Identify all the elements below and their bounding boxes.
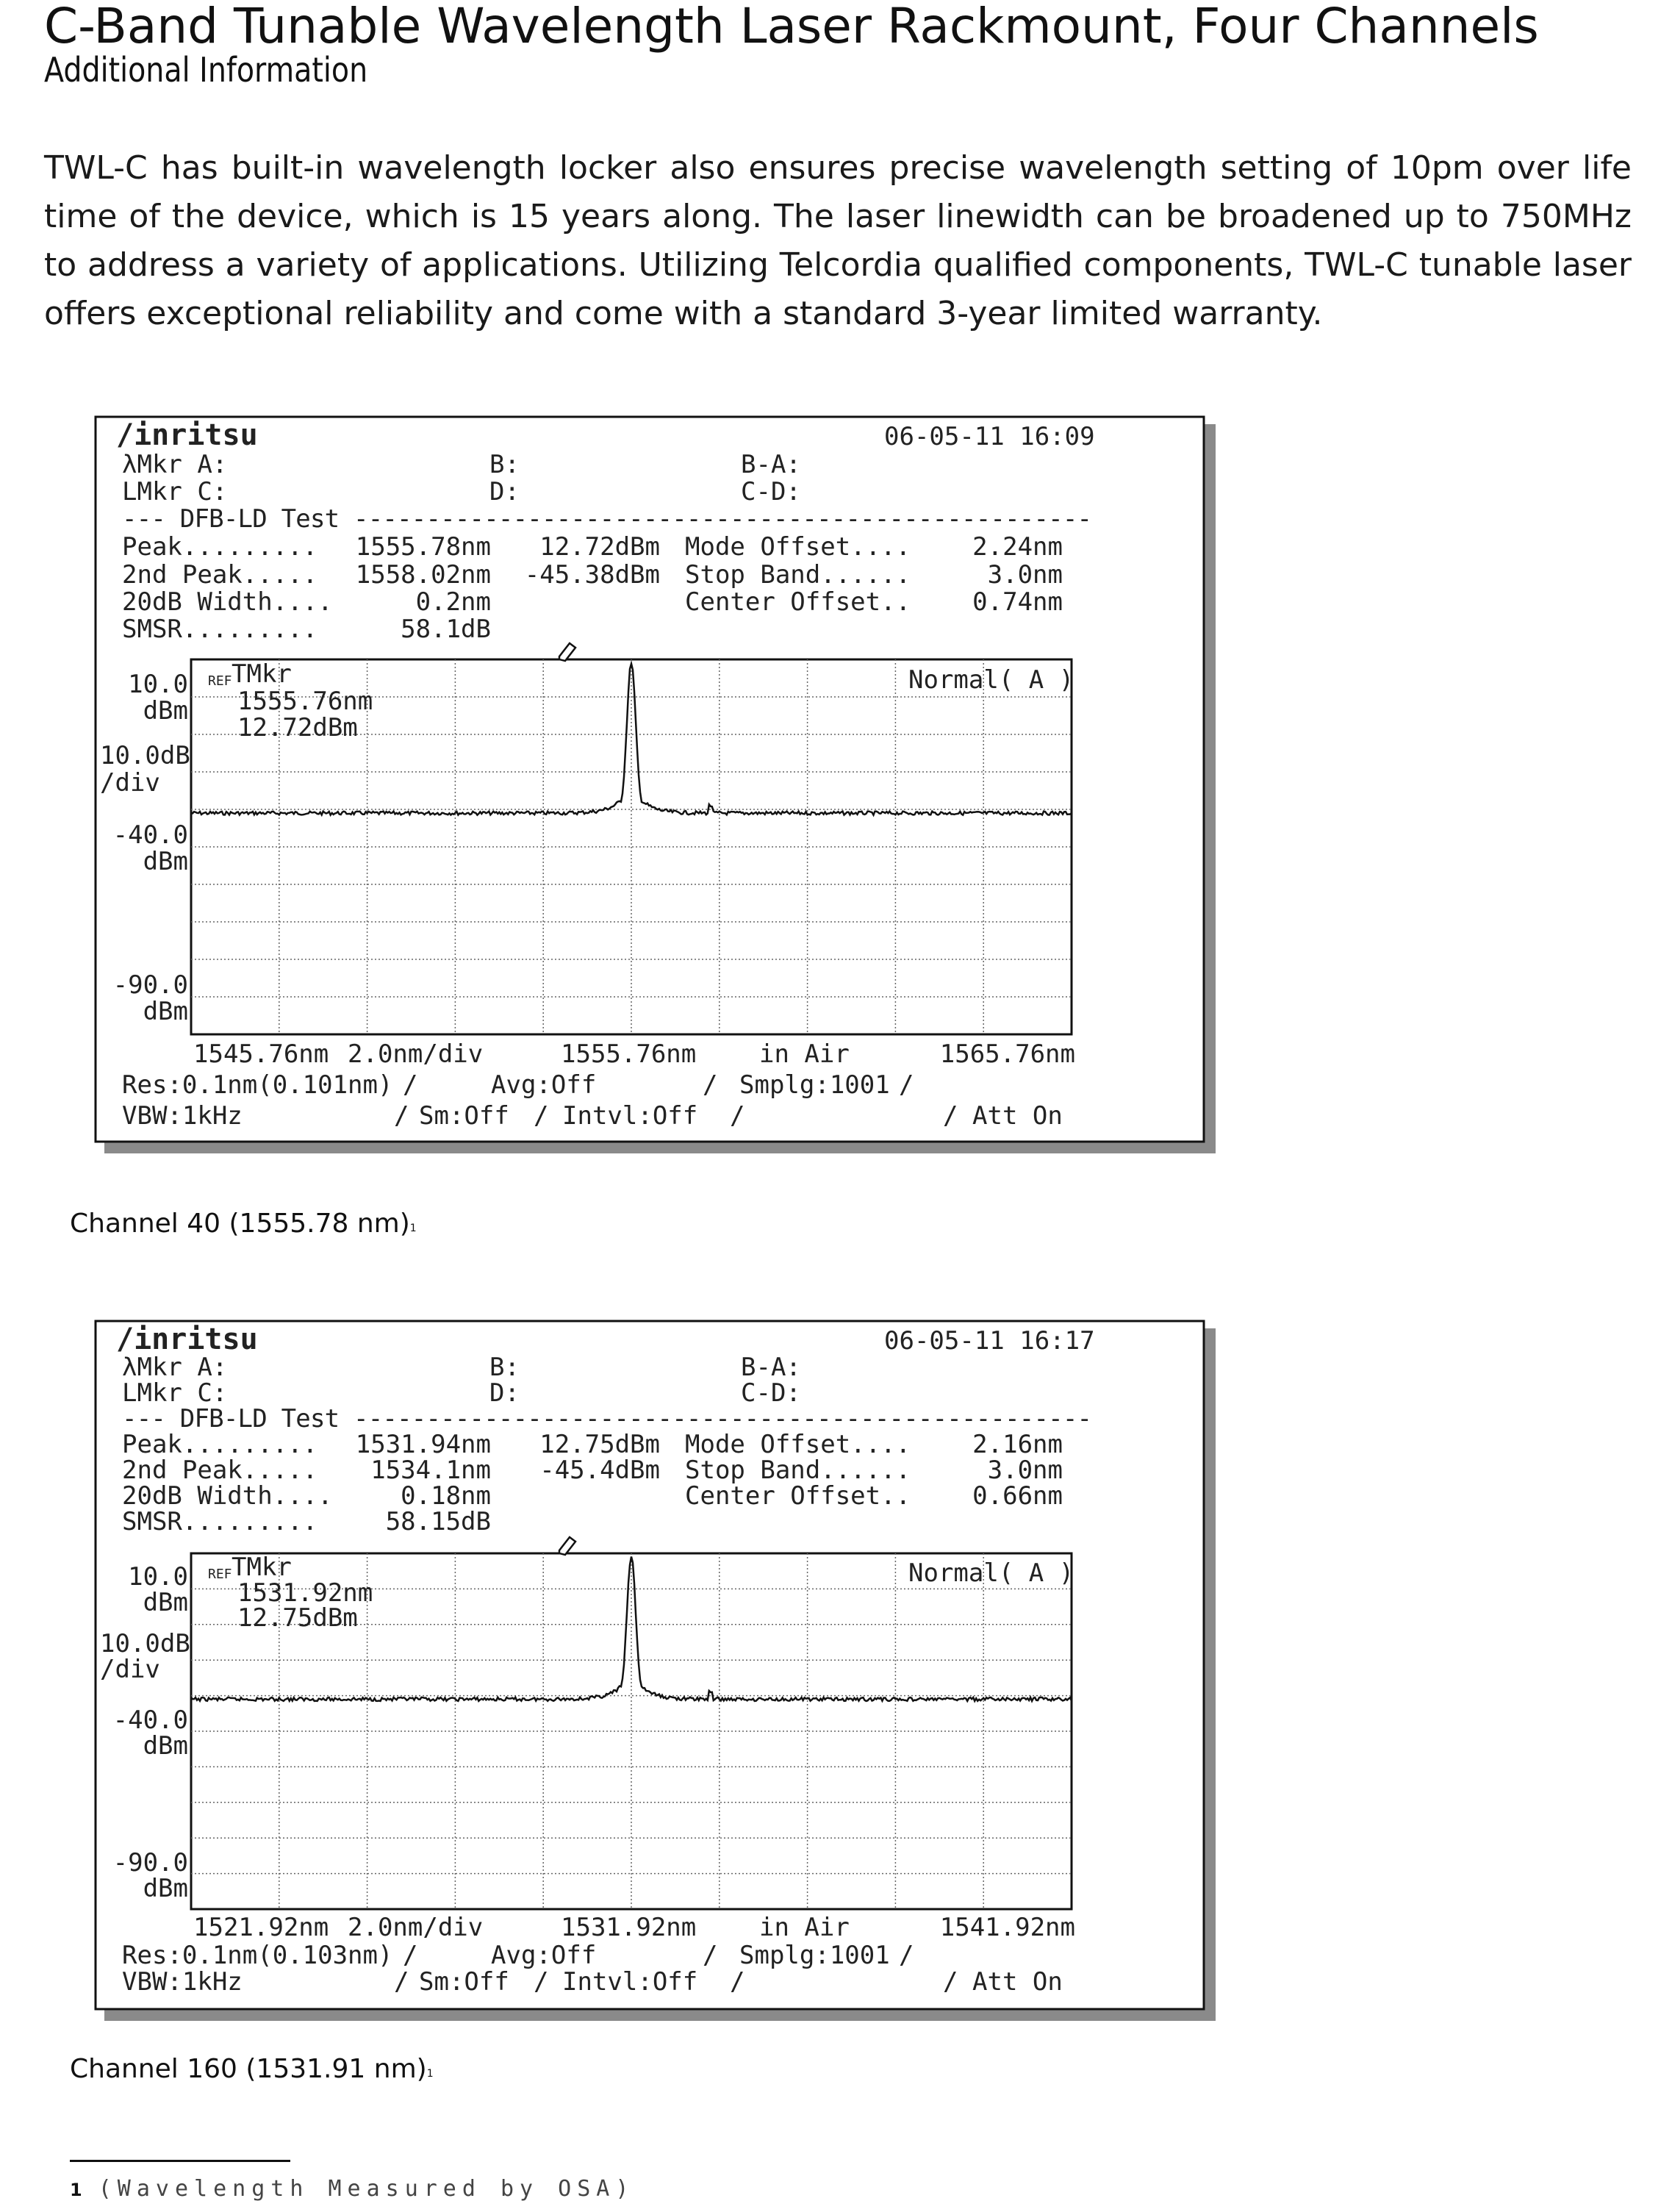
row-key: Stop Band...... (685, 560, 911, 590)
separator-glyph: / (899, 1941, 914, 1970)
osa-screenshot-channel-160 (94, 1320, 1220, 2025)
row-label: Peak......... (122, 1430, 318, 1459)
osa-screenshot-channel-40 (94, 415, 1220, 1158)
res-label: Res:0.1nm(0.101nm) (122, 1070, 393, 1100)
y-bot-label: -90.0 (112, 970, 188, 1000)
x-center-label: 1531.92nm (561, 1913, 697, 1942)
row-value-1: 1555.78nm (355, 532, 491, 562)
anritsu-logo: /inritsu (116, 1322, 258, 1356)
sm-label: Sm:Off (419, 1101, 509, 1131)
row-value-3: 2.24nm (972, 532, 1063, 562)
y-mid-unit: dBm (143, 1731, 188, 1761)
x-end-label: 1541.92nm (939, 1913, 1075, 1942)
att-label: Att On (972, 1967, 1063, 1997)
medium-label: in Air (759, 1039, 850, 1069)
res-label: Res:0.1nm(0.103nm) (122, 1941, 393, 1970)
y-mid-label: -40.0 (112, 820, 188, 850)
mkr-ba: B-A: (741, 450, 801, 479)
avg-label: Avg:Off (491, 1941, 597, 1970)
smplg-label: Smplg:1001 (739, 1070, 890, 1100)
vbw-label: VBW:1kHz (122, 1967, 243, 1997)
row-value-1: 58.1dB (401, 615, 491, 644)
row-value-3: 2.16nm (972, 1430, 1063, 1459)
row-value-3: 3.0nm (987, 1456, 1063, 1485)
mkr-c: LMkr C: (122, 477, 228, 507)
separator-glyph: / (899, 1070, 914, 1100)
mkr-b: B: (489, 1353, 520, 1382)
separator-glyph: / (703, 1070, 718, 1100)
separator-glyph: / (703, 1941, 718, 1970)
separator-glyph: / (730, 1101, 745, 1131)
x-div-label: 2.0nm/div (348, 1913, 484, 1942)
smplg-label: Smplg:1001 (739, 1941, 890, 1970)
tmkr-power: 12.75dBm (237, 1603, 358, 1633)
separator-glyph: / (403, 1070, 418, 1100)
mode-label: Normal( A ) (908, 1558, 1074, 1588)
y-mid-label: -40.0 (112, 1705, 188, 1735)
separator-glyph: / (394, 1101, 409, 1131)
footnote-ref: 1 (426, 2068, 434, 2080)
separator-glyph: / (534, 1967, 549, 1997)
separator-glyph: / (403, 1941, 418, 1970)
ref-label: REF (208, 673, 232, 689)
row-label: SMSR......... (122, 615, 318, 644)
medium-label: in Air (759, 1913, 850, 1942)
y-top-unit: dBm (143, 696, 188, 726)
row-key: Mode Offset.... (685, 1430, 911, 1459)
row-value-3: 3.0nm (987, 560, 1063, 590)
row-label: 20dB Width.... (122, 587, 333, 617)
x-start-label: 1521.92nm (193, 1913, 329, 1942)
tmkr-label: TMkr (232, 659, 292, 689)
y-bot-label: -90.0 (112, 1848, 188, 1878)
row-value-1: 1534.1nm (370, 1456, 491, 1485)
row-value-2: -45.4dBm (539, 1456, 660, 1485)
separator-glyph: / (730, 1967, 745, 1997)
ref-label: REF (208, 1567, 232, 1582)
row-label: Peak......... (122, 532, 318, 562)
row-value-1: 1558.02nm (355, 560, 491, 590)
page-title: C-Band Tunable Wavelength Laser Rackmount, Four Channels (44, 0, 1539, 54)
vbw-label: VBW:1kHz (122, 1101, 243, 1131)
row-label: 2nd Peak..... (122, 1456, 318, 1485)
intvl-label: Intvl:Off (562, 1967, 698, 1997)
osa-datetime: 06-05-11 16:09 (884, 422, 1095, 451)
y-mid-unit: dBm (143, 847, 188, 876)
y-bot-unit: dBm (143, 1874, 188, 1903)
mode-label: Normal( A ) (908, 665, 1074, 695)
row-value-1: 0.2nm (415, 587, 491, 617)
anritsu-logo: /inritsu (116, 418, 258, 452)
caption-channel-160 (70, 2053, 434, 2086)
footnote-ref: 1 (409, 1223, 417, 1234)
row-value-1: 0.18nm (401, 1481, 491, 1511)
footnote-text: (Wavelength Measured by OSA) (98, 2176, 635, 2202)
row-value-2: -45.38dBm (524, 560, 660, 590)
y-top-label: 10.0 (128, 1562, 188, 1592)
separator-glyph: / (943, 1967, 958, 1997)
x-center-label: 1555.76nm (561, 1039, 697, 1069)
mkr-c: LMkr C: (122, 1378, 228, 1408)
mkr-d: D: (489, 477, 520, 507)
page-subtitle: Additional Information (44, 50, 368, 90)
row-key: Stop Band...... (685, 1456, 911, 1485)
y-scale-label: 10.0dB (100, 741, 190, 770)
y-scale-label: 10.0dB (100, 1629, 190, 1658)
tmkr-label: TMkr (232, 1553, 292, 1582)
mkr-b: B: (489, 450, 520, 479)
y-top-label: 10.0 (128, 670, 188, 699)
caption-channel-40 (70, 1208, 417, 1240)
tmkr-power: 12.72dBm (237, 713, 358, 742)
mkr-cd: C-D: (741, 477, 801, 507)
row-label: 20dB Width.... (122, 1481, 333, 1511)
separator-glyph: / (394, 1967, 409, 1997)
footnote (70, 2176, 634, 2202)
row-value-3: 0.66nm (972, 1481, 1063, 1511)
mkr-ba: B-A: (741, 1353, 801, 1382)
x-div-label: 2.0nm/div (348, 1039, 484, 1069)
separator-glyph: / (943, 1101, 958, 1131)
row-label: SMSR......... (122, 1507, 318, 1536)
tmkr-wavelength: 1555.76nm (237, 687, 373, 716)
y-scale-unit: /div (100, 768, 160, 798)
x-start-label: 1545.76nm (193, 1039, 329, 1069)
footnote-mark: 1 (70, 2180, 82, 2200)
mkr-cd: C-D: (741, 1378, 801, 1408)
x-end-label: 1565.76nm (939, 1039, 1075, 1069)
mkr-a: λMkr A: (122, 1353, 228, 1382)
row-value-2: 12.72dBm (539, 532, 660, 562)
row-value-1: 1531.94nm (355, 1430, 491, 1459)
caption-text: Channel 160 (1531.91 nm) (70, 2054, 427, 2084)
test-header: --- DFB-LD Test --------------------------------------------------- (122, 1404, 1092, 1433)
att-label: Att On (972, 1101, 1063, 1131)
mkr-d: D: (489, 1378, 520, 1408)
intro-paragraph: TWL-C has built-in wavelength locker also ensures precise wavelength setting of 10pm over life time of the device, which is 15 years along. The laser linewidth can be broadened up to 750MHz to address a variety of applications. Utilizing Telcordia qualified components, TWL-C tunable laser offers exceptional reliability and come with a standard 3-year limited warranty. (44, 149, 1632, 332)
row-value-1: 58.15dB (385, 1507, 491, 1536)
caption-text: Channel 40 (1555.78 nm) (70, 1209, 410, 1239)
row-label: 2nd Peak..... (122, 560, 318, 590)
row-key: Center Offset.. (685, 1481, 911, 1511)
avg-label: Avg:Off (491, 1070, 597, 1100)
y-top-unit: dBm (143, 1588, 188, 1617)
row-key: Mode Offset.... (685, 532, 911, 562)
intvl-label: Intvl:Off (562, 1101, 698, 1131)
tmkr-wavelength: 1531.92nm (237, 1578, 373, 1608)
y-bot-unit: dBm (143, 997, 188, 1026)
sm-label: Sm:Off (419, 1967, 509, 1997)
test-header: --- DFB-LD Test --------------------------------------------------- (122, 504, 1092, 534)
mkr-a: λMkr A: (122, 450, 228, 479)
osa-datetime: 06-05-11 16:17 (884, 1326, 1095, 1356)
row-value-3: 0.74nm (972, 587, 1063, 617)
footnote-rule (70, 2160, 290, 2162)
separator-glyph: / (534, 1101, 549, 1131)
y-scale-unit: /div (100, 1655, 160, 1684)
row-key: Center Offset.. (685, 587, 911, 617)
row-value-2: 12.75dBm (539, 1430, 660, 1459)
